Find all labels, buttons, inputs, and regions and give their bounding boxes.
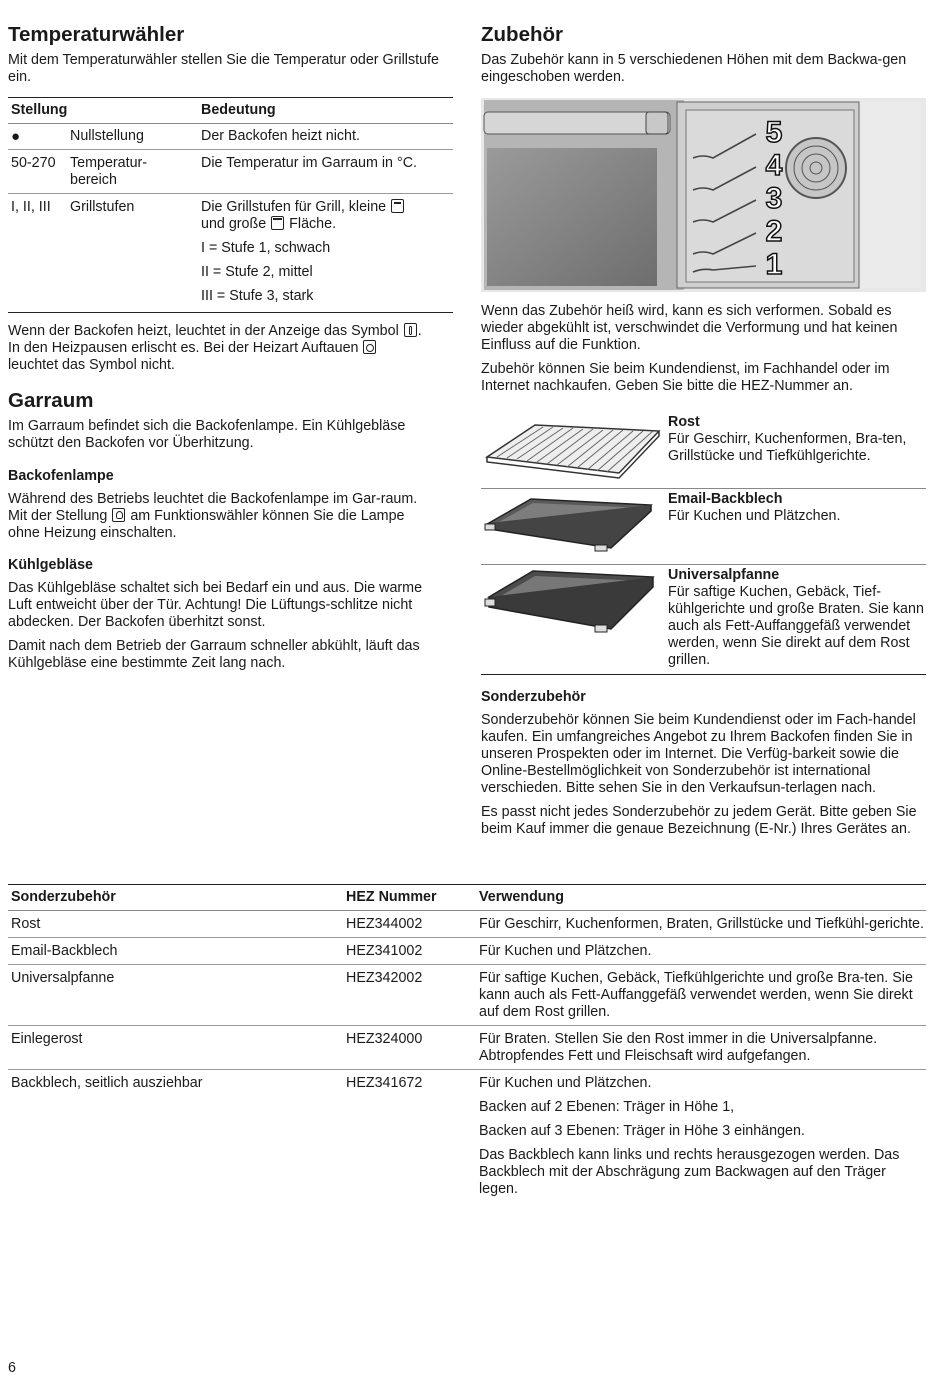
accessory-table <box>8 884 926 1202</box>
left-column <box>8 22 453 86</box>
grill-text-b: und große <box>201 216 267 232</box>
header-bedeutung: Bedeutung <box>201 102 276 118</box>
table-header <box>8 885 926 911</box>
use-text: Backen auf 2 Ebenen: Träger in Höhe 1, <box>479 1099 735 1115</box>
use-text: Für Braten. Stellen Sie den Rost immer in die Universalpfanne. Abtropfendes Fett und Fleischsaft wird aufgefangen. <box>479 1031 878 1064</box>
cell-meaning <box>201 199 453 305</box>
cell-position: I, II, III <box>11 199 51 215</box>
table-row <box>8 1026 926 1070</box>
cell-use <box>479 970 926 1021</box>
temperature-heading: Temperaturwähler <box>8 23 185 46</box>
table-row <box>8 911 926 938</box>
accessory-desc: Für Kuchen und Plätzchen. <box>668 508 841 524</box>
cell-hez: HEZ344002 <box>346 916 423 932</box>
cell-use <box>479 1031 926 1065</box>
accessory-rost <box>481 412 926 489</box>
fan-heading: Kühlgebläse <box>8 557 94 573</box>
heating-note <box>8 323 428 374</box>
use-text: Das Backblech kann links und rechts herausgezogen werden. Das Backblech mit der Abschrägung zum Backwagen auf den Träger legen. <box>479 1147 900 1197</box>
header-verwendung: Verwendung <box>479 889 564 905</box>
accessory-backblech <box>481 489 926 565</box>
table-row <box>8 938 926 965</box>
grill-description <box>201 199 453 233</box>
level-label-2: 2 <box>765 215 783 248</box>
sonderzubehoer-section <box>481 688 921 838</box>
cell-meaning: Der Backofen heizt nicht. <box>201 128 360 144</box>
garraum-section <box>8 323 428 672</box>
lamp-text-a: Während des Betriebs leuchtet die Backofenlampe im Gar-raum. Mit der Stellung <box>8 491 418 524</box>
cell-use <box>479 1075 926 1198</box>
accessory-text <box>668 567 926 669</box>
table-row <box>8 194 453 312</box>
accessory-name: Email-Backblech <box>668 491 783 507</box>
accessory-name: Rost <box>668 414 700 430</box>
table-row <box>8 1070 926 1202</box>
cell-name: Grillstufen <box>70 199 135 215</box>
sonderzubehoer-text-1: Sonderzubehör können Sie beim Kundendienst oder im Fach-handel kaufen. Ein umfangreiches Angebot zu Ihrem Backofen finden Sie in unseren Prospekten oder im Internet. Die Verfüg-barkeit sowie die Online-Bestellmöglichkeit von Sonderzubehör ist international verschieden. Bitte sehen Sie in den Verkaufsun-terlagen nach. <box>481 712 916 796</box>
level-label-1: 1 <box>765 248 783 281</box>
cell-hez: HEZ324000 <box>346 1031 423 1047</box>
cell-use <box>479 916 926 933</box>
accessory-desc: Für saftige Kuchen, Gebäck, Tief-kühlgerichte und große Braten. Sie kann auch als Fett-Auffanggefäß verwendet werden, wenn Sie direkt auf dem Rost grillen. <box>668 584 924 668</box>
zubehoer-intro: Das Zubehör kann in 5 verschiedenen Höhen mit dem Backwa-gen eingeschoben werden. <box>481 52 907 85</box>
accessory-universalpfanne <box>481 565 926 675</box>
note-text-b: . In den Heizpausen erlischt es. Bei der Heizart Auftauen <box>8 323 422 356</box>
header-sonderzubehoer: Sonderzubehör <box>11 889 116 905</box>
level-label-4: 4 <box>765 149 783 182</box>
cell-use <box>479 943 926 960</box>
cell-meaning: Die Temperatur im Garraum in °C. <box>201 155 417 171</box>
cell-position: ● <box>11 128 21 145</box>
cell-item: Backblech, seitlich ausziehbar <box>11 1075 203 1091</box>
level-label-5: 5 <box>765 116 783 149</box>
lamp-heading: Backofenlampe <box>8 468 114 484</box>
accessory-desc: Für Geschirr, Kuchenformen, Bra-ten, Grillstücke und Tiefkühlgerichte. <box>668 431 907 464</box>
oven-levels-illustration <box>481 98 926 292</box>
accessory-text <box>668 491 926 525</box>
cell-hez: HEZ342002 <box>346 970 423 986</box>
right-column <box>481 22 926 86</box>
cell-item: Universalpfanne <box>11 970 115 986</box>
fan-text-1: Das Kühlgebläse schaltet sich bei Bedarf ein und aus. Die warme Luft entweicht über der Tür. Achtung! Die Lüftungs-schlitze nicht abdecken. Der Backofen überhitzt sonst. <box>8 580 423 630</box>
level-label-3: 3 <box>765 182 783 215</box>
cell-item: Email-Backblech <box>11 943 118 959</box>
grill-level: III = Stufe 3, stark <box>201 288 314 304</box>
defrost-icon <box>363 340 376 354</box>
use-text: Für Kuchen und Plätzchen. <box>479 943 652 959</box>
heating-symbol-icon <box>404 323 417 337</box>
cell-position: 50-270 <box>11 155 56 171</box>
page-number: 6 <box>8 1360 16 1376</box>
zubehoer-heading: Zubehör <box>481 23 563 46</box>
zubehoer-text <box>481 303 926 395</box>
purchase-note: Zubehör können Sie beim Kundendienst, im Fachhandel oder im Internet nachkaufen. Geben Sie bitte die HEZ-Nummer an. <box>481 361 890 394</box>
header-stellung: Stellung <box>11 102 68 118</box>
note-text-a: Wenn der Backofen heizt, leuchtet in der Anzeige das Symbol <box>8 323 399 339</box>
small-grill-icon <box>391 199 404 213</box>
header-hez: HEZ Nummer <box>346 889 437 905</box>
cell-hez: HEZ341672 <box>346 1075 423 1091</box>
grill-level: II = Stufe 2, mittel <box>201 264 313 280</box>
use-text: Backen auf 3 Ebenen: Träger in Höhe 3 einhängen. <box>479 1123 805 1139</box>
accessory-name: Universalpfanne <box>668 567 780 583</box>
grill-level: I = Stufe 1, schwach <box>201 240 331 256</box>
use-text: Für Geschirr, Kuchenformen, Braten, Grillstücke und Tiefkühl-gerichte. <box>479 916 924 932</box>
cell-hez: HEZ341002 <box>346 943 423 959</box>
use-text: Für Kuchen und Plätzchen. <box>479 1075 652 1091</box>
deformation-note: Wenn das Zubehör heiß wird, kann es sich verformen. Sobald es wieder abgekühlt ist, verschwindet die Verformung und hat keinen Einfluss auf die Funktion. <box>481 303 898 353</box>
lamp-icon <box>112 508 125 522</box>
cell-item: Rost <box>11 916 41 932</box>
cell-item: Einlegerost <box>11 1031 83 1047</box>
grill-text-a: Die Grillstufen für Grill, kleine <box>201 199 387 215</box>
table-row <box>8 965 926 1026</box>
garraum-heading: Garraum <box>8 389 94 412</box>
grill-text-c: Fläche. <box>289 216 337 232</box>
garraum-intro: Im Garraum befindet sich die Backofenlampe. Ein Kühlgebläse schützt den Backofen vor Überhitzung. <box>8 418 406 451</box>
lamp-text-b: am Funktionswähler können Sie die Lampe ohne Heizung einschalten. <box>8 508 405 541</box>
table-row <box>8 150 453 194</box>
accessory-text <box>668 414 926 465</box>
temperature-table <box>8 97 453 313</box>
large-grill-icon <box>271 216 284 230</box>
fan-text-2: Damit nach dem Betrieb der Garraum schneller abkühlt, läuft das Kühlgebläse eine bestimmte Zeit lang nach. <box>8 638 420 671</box>
sonderzubehoer-text-2: Es passt nicht jedes Sonderzubehör zu jedem Gerät. Bitte geben Sie beim Kauf immer die genaue Bezeichnung (E-Nr.) Ihres Gerätes an. <box>481 804 917 837</box>
cell-name: Temperatur-bereich <box>70 155 148 188</box>
cell-name: Nullstellung <box>70 128 144 144</box>
table-header <box>8 98 453 124</box>
temperature-intro: Mit dem Temperaturwähler stellen Sie die Temperatur oder Grillstufe ein. <box>8 52 439 85</box>
use-text: Für saftige Kuchen, Gebäck, Tiefkühlgerichte und große Bra-ten. Sie kann auch als Fett-Auffanggefäß verwendet werden, wenn Sie direkt auf dem Rost grillen. <box>479 970 913 1020</box>
table-row <box>8 124 453 150</box>
lamp-text <box>8 491 428 542</box>
sonderzubehoer-heading: Sonderzubehör <box>481 689 586 705</box>
note-text-c: leuchtet das Symbol nicht. <box>8 357 175 373</box>
